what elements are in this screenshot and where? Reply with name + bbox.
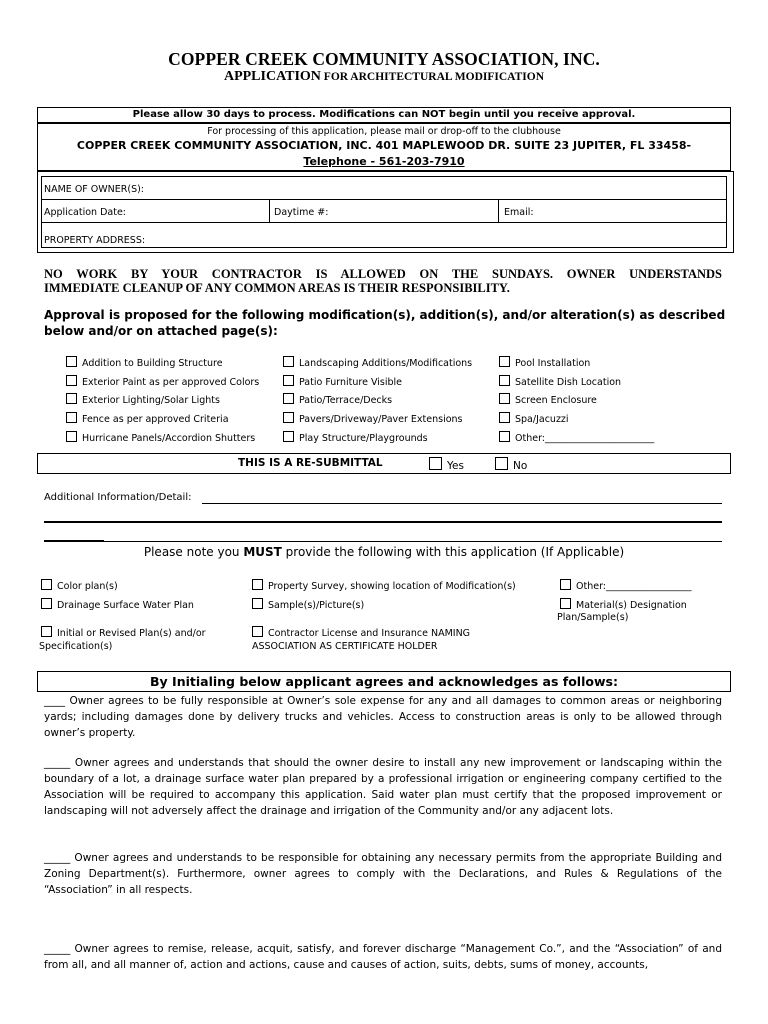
owner-name-field[interactable]: NAME OF OWNER(S): — [44, 184, 145, 195]
approval-statement: Approval is proposed for the following modification(s), addition(s), and/or alteration(s) as described below and/or on attached page(s): — [44, 308, 726, 338]
subtitle-main: APPLICATION — [223, 69, 321, 84]
mod-option[interactable]: Exterior Paint as per approved Colors — [66, 375, 259, 388]
checkbox[interactable] — [66, 356, 77, 367]
email-field[interactable]: Email: — [504, 207, 534, 218]
checkbox[interactable] — [41, 579, 52, 590]
subtitle-rest: FOR ARCHITECTURAL MODIFICATION — [320, 71, 545, 83]
mod-option[interactable]: Fence as per approved Criteria — [66, 412, 229, 425]
req-property-survey[interactable]: Property Survey, showing location of Modification(s) — [252, 579, 516, 592]
req-other[interactable]: Other:__________________ — [560, 579, 692, 592]
checkbox[interactable] — [495, 457, 508, 470]
req-drainage-plan[interactable]: Drainage Surface Water Plan — [41, 598, 194, 611]
mod-option[interactable]: Pavers/Driveway/Paver Extensions — [283, 412, 463, 425]
sunday-work-warning: NO WORK BY YOUR CONTRACTOR IS ALLOWED ON THE SUNDAYS. OWNER UNDERSTANDS — [44, 267, 722, 281]
requirements-notice: Please note you MUST provide the following with this application (If Applicable) — [143, 545, 625, 559]
mod-option[interactable]: Patio/Terrace/Decks — [283, 393, 392, 406]
daytime-phone-field[interactable]: Daytime #: — [274, 207, 329, 218]
checkbox[interactable] — [66, 412, 77, 423]
grid-col-divider — [498, 199, 499, 222]
initialing-heading: By Initialing below applicant agrees and acknowledges as follows: — [150, 674, 618, 689]
mod-option[interactable]: Patio Furniture Visible — [283, 375, 402, 388]
checkbox[interactable] — [252, 626, 263, 637]
cleanup-warning: IMMEDIATE CLEANUP OF ANY COMMON AREAS IS THEIR RESPONSIBILITY. — [44, 281, 510, 295]
application-date-field[interactable]: Application Date: — [44, 207, 127, 218]
checkbox[interactable] — [283, 375, 294, 386]
mod-option[interactable]: Satellite Dish Location — [499, 375, 621, 388]
checkbox[interactable] — [499, 393, 510, 404]
checkbox[interactable] — [499, 375, 510, 386]
checkbox[interactable] — [252, 598, 263, 609]
property-address-field[interactable]: PROPERTY ADDRESS: — [44, 235, 146, 246]
telephone: Telephone - 561-203-7910 — [303, 155, 465, 168]
mod-option[interactable]: Play Structure/Playgrounds — [283, 431, 428, 444]
mod-option[interactable]: Spa/Jacuzzi — [499, 412, 569, 425]
mod-option[interactable]: Addition to Building Structure — [66, 356, 223, 369]
checkbox[interactable] — [283, 356, 294, 367]
req-initial-plans[interactable]: Initial or Revised Plan(s) and/or — [41, 626, 206, 639]
checkbox[interactable] — [66, 375, 77, 386]
additional-info-label: Additional Information/Detail: — [44, 492, 192, 503]
additional-info-line[interactable] — [44, 521, 722, 523]
agreement-drainage: _____ Owner agrees and understands that should the owner desire to install any new improvement or landscaping within the boundary of a lot, a drainage surface water plan prepared by a professional irrigation or engineering company certified to the Association will be required to accompany this application. Said water plan must certify that the proposed improvement or landscaping will not adversely affect the drainage and irrigation of the Community and/or any adjacent lots. — [44, 757, 722, 817]
req-color-plan[interactable]: Color plan(s) — [41, 579, 118, 592]
notice-divider — [37, 122, 731, 124]
mod-option-other[interactable]: Other:_______________________ — [499, 431, 654, 444]
req-samples[interactable]: Sample(s)/Picture(s) — [252, 598, 364, 611]
additional-info-line[interactable] — [44, 540, 104, 542]
mail-instructions: For processing of this application, please mail or drop-off to the clubhouse — [207, 126, 561, 137]
telephone-line — [37, 155, 731, 168]
checkbox[interactable] — [499, 356, 510, 367]
association-address: COPPER CREEK COMMUNITY ASSOCIATION, INC. 401 MAPLEWOOD DR. SUITE 23 JUPITER, FL 33458- — [76, 139, 692, 152]
checkbox[interactable] — [66, 431, 77, 442]
additional-info-line — [104, 541, 722, 542]
processing-notice: Please allow 30 days to process. Modifications can NOT begin until you receive approval. — [132, 109, 636, 120]
mod-option[interactable]: Pool Installation — [499, 356, 590, 369]
agreement-damages: ____ Owner agrees to be fully responsible at Owner’s sole expense for any and all damages to common areas or neighboring yards; including damages done by delivery trucks and vehicles. Access to construction areas is only to be allowed through owner’s property. — [44, 695, 722, 739]
checkbox[interactable] — [560, 579, 571, 590]
resubmittal-yes[interactable]: Yes — [429, 457, 464, 472]
checkbox[interactable] — [283, 412, 294, 423]
grid-col-divider — [269, 199, 270, 222]
checkbox[interactable] — [499, 431, 510, 442]
grid-row-divider — [41, 199, 727, 200]
req-material-designation-cont: Plan/Sample(s) — [557, 612, 629, 623]
agreement-permits: _____ Owner agrees and understands to be responsible for obtaining any necessary permits from the appropriate Building and Zoning Department(s). Furthermore, owner agrees to comply with the Declarations, and Rules & Regulations of the “Association” in all respects. — [44, 852, 722, 896]
resubmittal-no[interactable]: No — [495, 457, 527, 472]
mod-option[interactable]: Hurricane Panels/Accordion Shutters — [66, 431, 255, 444]
checkbox[interactable] — [41, 626, 52, 637]
mod-option[interactable]: Landscaping Additions/Modifications — [283, 356, 472, 369]
req-contractor-license[interactable]: Contractor License and Insurance NAMING — [252, 626, 470, 639]
req-contractor-license-cont: ASSOCIATION AS CERTIFICATE HOLDER — [252, 641, 438, 652]
req-initial-plans-cont: Specification(s) — [39, 641, 113, 652]
checkbox[interactable] — [560, 598, 571, 609]
req-material-designation[interactable]: Material(s) Designation — [560, 598, 687, 611]
form-title: COPPER CREEK COMMUNITY ASSOCIATION, INC. — [168, 49, 600, 69]
additional-info-line[interactable] — [202, 503, 722, 504]
form-subtitle — [0, 69, 768, 85]
checkbox[interactable] — [283, 431, 294, 442]
checkbox[interactable] — [283, 393, 294, 404]
agreement-release: _____ Owner agrees to remise, release, acquit, satisfy, and forever discharge “Management Co.”, and the “Association” of and from all, and all manner of, action and actions, cause and causes of action, suits, debts, sums of money, accounts, — [44, 943, 722, 971]
checkbox[interactable] — [66, 393, 77, 404]
mod-option[interactable]: Exterior Lighting/Solar Lights — [66, 393, 220, 406]
checkbox[interactable] — [252, 579, 263, 590]
resubmittal-label: THIS IS A RE-SUBMITTAL — [238, 457, 383, 469]
checkbox[interactable] — [499, 412, 510, 423]
resubmittal-box — [37, 453, 731, 474]
mod-option[interactable]: Screen Enclosure — [499, 393, 597, 406]
grid-row-divider — [41, 222, 727, 223]
checkbox[interactable] — [41, 598, 52, 609]
checkbox[interactable] — [429, 457, 442, 470]
